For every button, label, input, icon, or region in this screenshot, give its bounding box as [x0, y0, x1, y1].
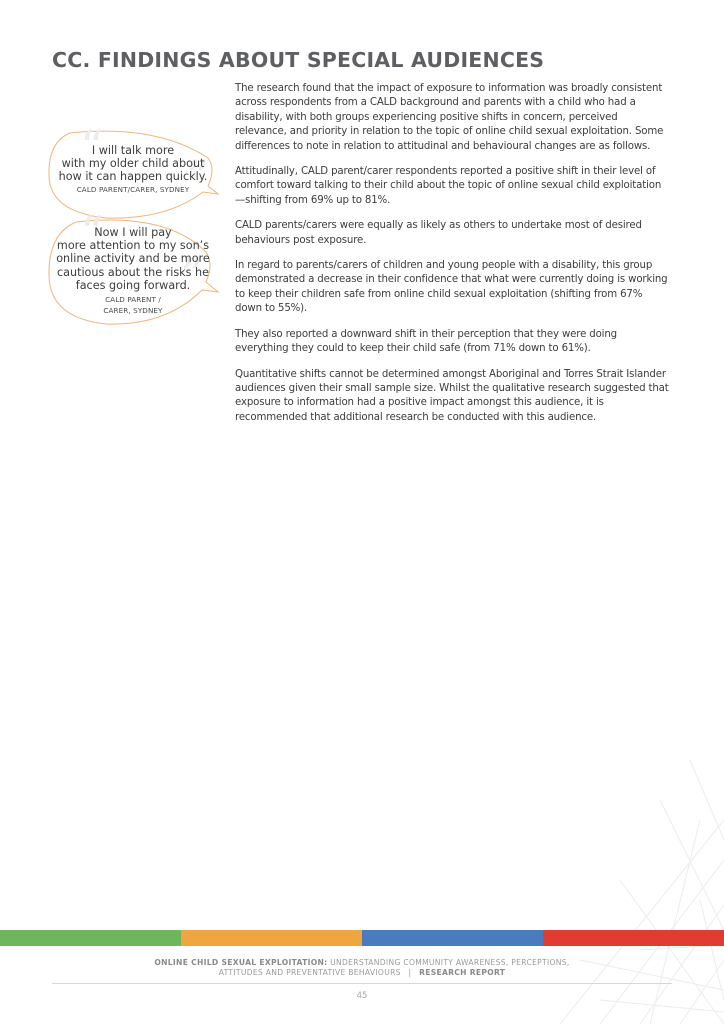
quote-line: faces going forward. — [75, 278, 191, 292]
quote-bubble-2 — [46, 206, 221, 328]
paragraph: Attitudinally, CALD parent/carer respondents reported a positive shift in their level of comfort toward talking to their child about the topic of online sexual child exploitation—shifting from 69% up to 81%. — [235, 166, 662, 206]
color-stripe-orange — [181, 930, 362, 946]
footer-divider — [52, 983, 672, 984]
footer-line-1 — [120, 958, 604, 968]
quote-text-2 — [46, 226, 220, 316]
quote-line: with my older child about — [61, 157, 205, 171]
footer-report-title: ONLINE CHILD SEXUAL EXPLOITATION: — [154, 958, 328, 967]
quote-line: more attention to my son’s — [56, 239, 210, 253]
paragraph: In regard to parents/carers of children and young people with a disability, this group demonstrated a decrease in their confidence that what were currently doing is working to keep their children safe from online child sexual exploitation (shifting from 67% down to 55%). — [235, 260, 668, 315]
footer-separator: | — [408, 968, 412, 978]
open-quote-icon: “ — [80, 120, 104, 174]
footer-subtitle-1: UNDERSTANDING COMMUNITY AWARENESS, PERCEPTIONS, — [327, 958, 570, 967]
color-stripe-green — [0, 930, 181, 946]
open-quote-icon: “ — [80, 206, 104, 260]
close-quote-icon: ” — [180, 248, 204, 302]
color-stripe-red — [543, 930, 724, 946]
paragraph: They also reported a downward shift in their perception that they were doing everything they could to keep their child safe (from 71% down to 61%). — [235, 328, 617, 355]
quote-line: Now I will pay — [94, 226, 172, 239]
footer-report-label: RESEARCH REPORT — [419, 968, 506, 978]
quote-attribution: CALD PARENT / — [105, 295, 161, 305]
quote-text-1 — [48, 144, 218, 195]
quote-line: I will talk more — [91, 144, 175, 157]
close-quote-icon: ” — [186, 150, 210, 204]
footer-line-2 — [120, 968, 604, 978]
quote-bubble-1 — [46, 120, 221, 220]
footer-subtitle-2: ATTITUDES AND PREVENTATIVE BEHAVIOURS — [218, 968, 401, 978]
page-number: 45 — [356, 991, 368, 1001]
paragraph: Quantitative shifts cannot be determined amongst Aboriginal and Torres Strait Islander audiences given their small sample size. Whilst the qualitative research suggested that exposure to information had a positive impact amongst this audience, it is recommended that additional research be conducted with this audience. — [235, 368, 669, 423]
footer-text — [120, 958, 604, 979]
color-stripe-blue — [362, 930, 543, 946]
quote-attribution: CALD PARENT/CARER, SYDNEY — [76, 184, 190, 194]
quote-line: cautious about the risks he — [56, 265, 210, 279]
color-stripe — [0, 930, 724, 946]
paragraph: The research found that the impact of exposure to information was broadly consistent across respondents from a CALD background and parents with a child who had a disability, with both groups experiencing positive shifts in concern, perceived relevance, and priority in relation to the topic of online child sexual exploitation. Some differences to note in relation to attitudinal and behavioural changes are as follows. — [235, 83, 664, 152]
page-title: CC. FINDINGS ABOUT SPECIAL AUDIENCES — [52, 48, 545, 72]
quote-line: how it can happen quickly. — [58, 170, 208, 184]
quote-line: online activity and be more — [56, 252, 210, 266]
quote-attribution: CARER, SYDNEY — [103, 306, 163, 316]
body-text — [235, 82, 671, 436]
paragraph: CALD parents/carers were equally as likely as others to undertake most of desired behaviours post exposure. — [235, 220, 642, 246]
